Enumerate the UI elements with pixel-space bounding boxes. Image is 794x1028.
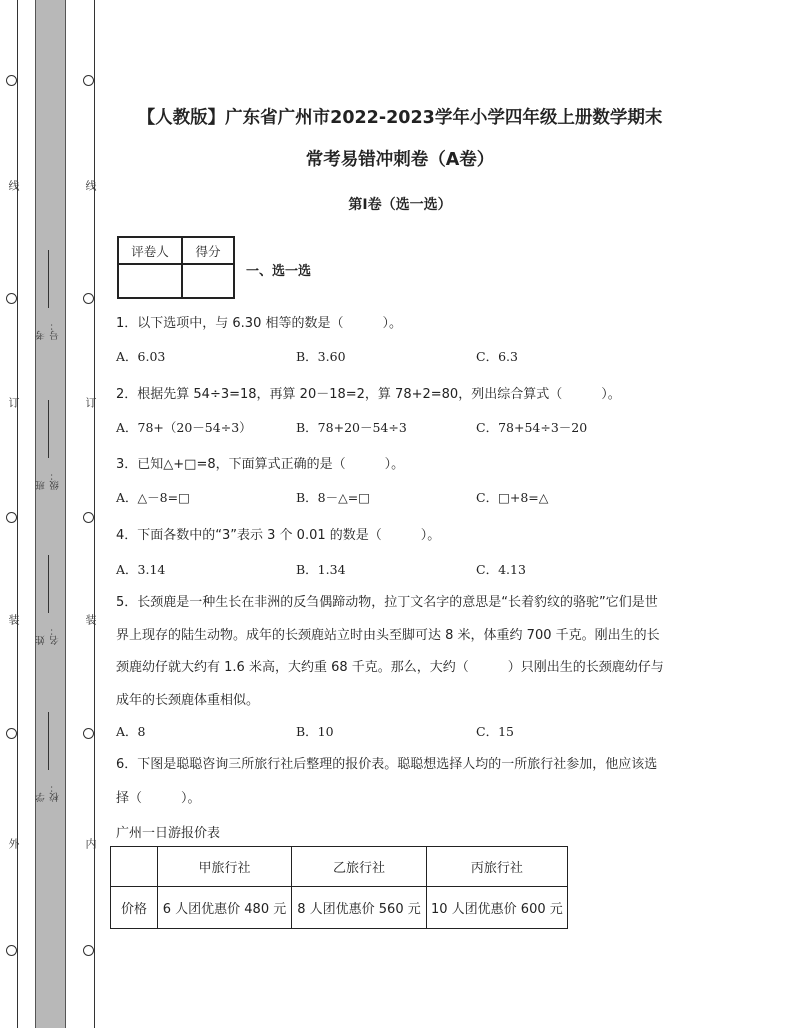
paper-title-cont: 常考易错冲刺卷（A卷）	[305, 150, 495, 170]
field-label: 考号：	[36, 321, 61, 340]
q5-option-a[interactable]: A．8	[116, 724, 146, 739]
outer-mark: 装	[7, 614, 20, 625]
question-1: 1．以下选项中，与 6.30 相等的数是（ ）。	[116, 316, 402, 331]
question-2: 2．根据先算 54÷3=18，再算 20－18=2，算 78+2=80，列出综合算式（ ）。	[116, 387, 621, 402]
q3-option-a[interactable]: A．△－8=□	[116, 490, 190, 505]
inner-mark: 线	[84, 180, 97, 191]
q2-option-a[interactable]: A．78+（20－54÷3）	[116, 420, 252, 435]
price-table-cell: 6 人团优惠价 480 元	[158, 887, 292, 929]
outer-mark: 订	[7, 397, 20, 408]
q5-option-b[interactable]: B．10	[296, 724, 334, 739]
question-3: 3．已知△+□=8，下面算式正确的是（ ）。	[116, 457, 405, 472]
binding-strip	[35, 0, 66, 1028]
field-label: 学校：	[36, 783, 61, 802]
inner-mark: 装	[84, 614, 97, 625]
question-5-line: 5．长颈鹿是一种生长在非洲的反刍偶蹄动物，拉丁文名字的意思是“长着豹纹的骆驼”它们是世	[116, 595, 658, 610]
price-table-cell: 10 人团优惠价 600 元	[427, 887, 568, 929]
binding-hole	[83, 945, 94, 956]
binding-hole	[6, 945, 17, 956]
outer-mark: 外	[7, 838, 20, 849]
binding-hole	[6, 75, 17, 86]
score-header: 得分	[182, 237, 234, 264]
binding-hole	[6, 293, 17, 304]
binding-hole	[83, 728, 94, 739]
paper-title: 【人教版】广东省广州市2022-2023学年小学四年级上册数学期末	[137, 108, 663, 128]
q1-option-a[interactable]: A．6.03	[116, 349, 166, 364]
inner-mark: 订	[84, 397, 97, 408]
binding-hole	[6, 728, 17, 739]
section-heading: 一、选一选	[246, 264, 312, 279]
q4-option-a[interactable]: A．3.14	[116, 562, 166, 577]
question-5-line: 成年的长颈鹿体重相似。	[116, 693, 260, 708]
price-table-header: 乙旅行社	[292, 847, 427, 887]
price-table-caption: 广州一日游报价表	[116, 826, 221, 841]
q3-option-c[interactable]: C．□+8=△	[476, 490, 549, 505]
price-table-header	[111, 847, 158, 887]
grader-cell[interactable]	[118, 264, 182, 298]
q4-option-b[interactable]: B．1.34	[296, 562, 346, 577]
school-field[interactable]	[38, 712, 60, 802]
question-6-line: 择（ ）。	[116, 791, 201, 806]
question-6-line: 6．下图是聪聪咨询三所旅行社后整理的报价表。聪聪想选择人均的一所旅行社参加，他应该选	[116, 757, 658, 772]
score-cell[interactable]	[182, 264, 234, 298]
field-label: 姓名：	[36, 626, 61, 645]
question-5-line: 界上现存的陆生动物。成年的长颈鹿站立时由头至脚可达 8 米，体重约 700 千克。刚出生的长	[116, 628, 660, 643]
outer-mark: 线	[7, 180, 20, 191]
outer-dashed-line	[17, 0, 18, 1028]
class-field[interactable]	[38, 400, 60, 490]
q5-option-c[interactable]: C．15	[476, 724, 514, 739]
price-table-cell: 8 人团优惠价 560 元	[292, 887, 427, 929]
exam-number-field[interactable]	[38, 250, 60, 340]
binding-hole	[6, 512, 17, 523]
question-4: 4．下面各数中的“3”表示 3 个 0.01 的数是（ ）。	[116, 528, 441, 543]
q1-option-c[interactable]: C．6.3	[476, 349, 518, 364]
q4-option-c[interactable]: C．4.13	[476, 562, 526, 577]
volume-title: 第I卷（选一选）	[348, 197, 452, 213]
price-table	[110, 846, 568, 929]
q2-option-c[interactable]: C．78+54÷3－20	[476, 420, 588, 435]
grader-header: 评卷人	[118, 237, 182, 264]
q2-option-b[interactable]: B．78+20－54÷3	[296, 420, 407, 435]
price-table-header: 甲旅行社	[158, 847, 292, 887]
inner-dashed-line	[94, 0, 95, 1028]
price-table-header: 丙旅行社	[427, 847, 568, 887]
binding-hole	[83, 512, 94, 523]
score-table	[117, 236, 235, 299]
name-field[interactable]	[38, 555, 60, 645]
field-label: 班级：	[36, 471, 61, 490]
q3-option-b[interactable]: B．8－△=□	[296, 490, 371, 505]
binding-hole	[83, 75, 94, 86]
q1-option-b[interactable]: B．3.60	[296, 349, 346, 364]
binding-hole	[83, 293, 94, 304]
inner-mark: 内	[84, 838, 97, 849]
price-table-cell: 价格	[111, 887, 158, 929]
question-5-line: 颈鹿幼仔就大约有 1.6 米高，大约重 68 千克。那么，大约（ ）只刚出生的长颈鹿幼仔与	[116, 660, 664, 675]
